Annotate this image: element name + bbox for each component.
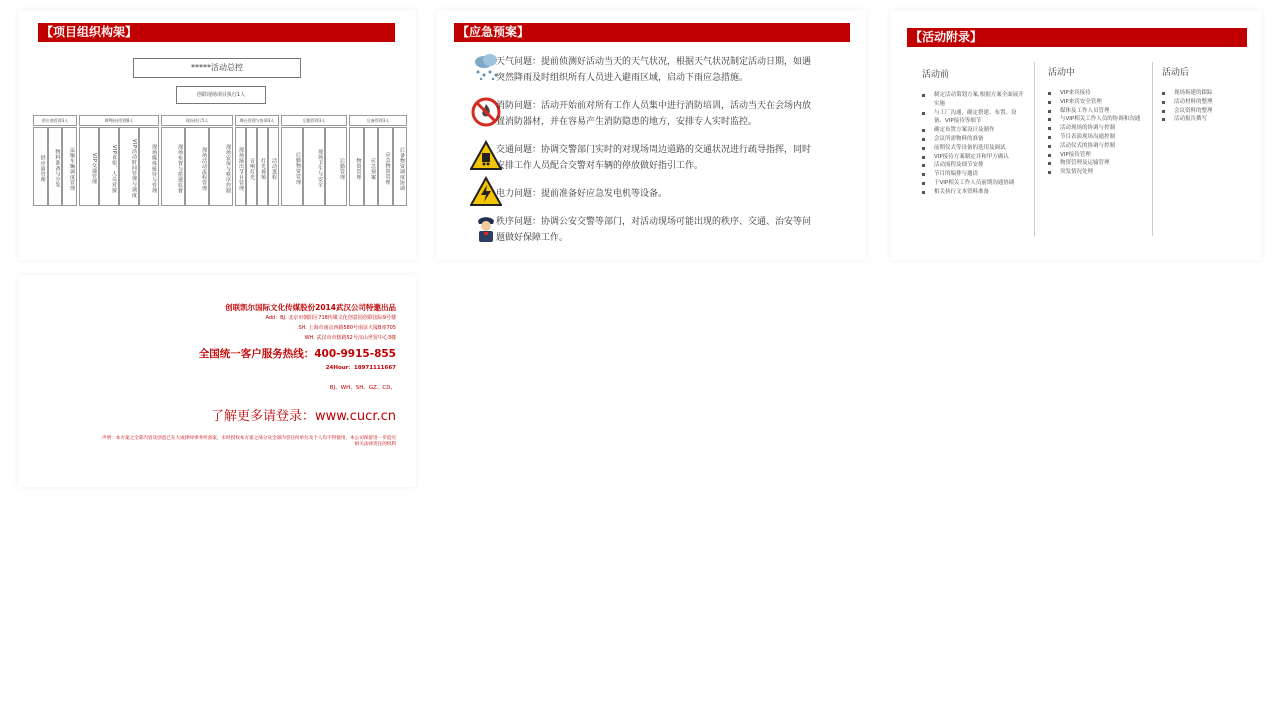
appendix-list-item: VIP接待管理	[1048, 151, 1152, 160]
appendix-list-item: 节目表演现场沟通控制	[1048, 133, 1152, 142]
appendix-title-during: 活动中	[1048, 68, 1076, 78]
org-role-column: 现场卫生与安全	[303, 127, 325, 206]
org-group-label: 后勤管理3人	[281, 115, 347, 126]
appendix-list-item: 于VIP相关工作人员前期沟通协调	[922, 179, 1026, 188]
org-group-label: 供应商管理3人	[33, 115, 77, 126]
address-wuhan: WH. 武汉市市辖路52号汉山世贸中心3楼	[304, 335, 396, 341]
appendix-list-item: 媒体及工作人员管理	[1048, 107, 1152, 116]
org-role-column: 运输车辆调度管理	[62, 127, 77, 206]
org-chart-slide	[18, 10, 416, 260]
appendix-list-before	[922, 91, 1026, 197]
org-role-column: 应急物资管理	[378, 127, 393, 206]
appendix-list-item: 活动流程及细节安排	[922, 161, 1026, 170]
appendix-list-item: 活动材料的整理	[1162, 98, 1252, 107]
appendix-list-item: 现场拆建的跟踪	[1162, 89, 1252, 98]
emergency-header: 【应急预案】	[454, 23, 850, 42]
org-role-column: 应急预案	[364, 127, 379, 206]
org-role-column: 现场演出节目管理	[235, 127, 246, 206]
city-list: BJ、WH、SH、GZ、CD、	[329, 385, 396, 391]
org-role-column: 物料准备与分发	[48, 127, 63, 206]
appendix-title-after: 活动后	[1162, 68, 1190, 78]
appendix-list-item: 制定活动策划方案,根据方案全面展开实施	[922, 91, 1026, 109]
emergency-item-weather: 天气问题：提前侦测好活动当天的天气状况，根据天气状况制定活动日期，如遇突然降雨及时组织所有人员进入避雨区域，启动下雨应急措施。	[496, 57, 812, 83]
org-group-label: 现场执行5人	[161, 115, 233, 126]
hotline: 全国统一客户服务热线：400-9915-855	[198, 348, 396, 360]
appendix-list-item: 会议资料的整理	[1162, 107, 1252, 116]
appendix-header: 【活动附录】	[907, 28, 1247, 47]
appendix-list-item: VIP来宾接待	[1048, 89, 1152, 98]
appendix-list-item: 前期仪式等设备的选用及调试	[922, 144, 1026, 153]
website-link[interactable]: 了解更多请登录：www.cucr.cn	[210, 409, 396, 424]
appendix-list-during	[1048, 89, 1152, 177]
org-role-column: 活动进程	[268, 127, 279, 206]
appendix-divider-2	[1152, 62, 1153, 236]
emergency-slide	[436, 10, 866, 260]
appendix-list-item: 会议所需物料的准备	[922, 135, 1026, 144]
appendix-list-item: 物资管理及运输管理	[1048, 159, 1152, 168]
org-role-column: 后备物资调度协调	[393, 127, 408, 206]
appendix-divider-1	[1034, 62, 1035, 236]
org-group-label: 后备管理3人	[349, 115, 407, 126]
hotline-24hour: 24Hour：18971111667	[325, 365, 396, 371]
org-role-column: 灯光视频	[257, 127, 268, 206]
appendix-slide	[890, 10, 1262, 260]
appendix-list-item: 活动仪式的协调与控制	[1048, 142, 1152, 151]
org-role-column: VIP活动时间管理与调度	[119, 127, 139, 206]
disclaimer: 声明：本方案之全部内容及创意已在大成律师事务所备案，未经授权本方案之部分及全部内容任何单位及个人均不得使用，本公司保留进一步追究相关法律责任的权利	[101, 436, 396, 447]
appendix-list-item: 节目的编排与邀请	[922, 170, 1026, 179]
appendix-list-item: 突发情况处理	[1048, 168, 1152, 177]
org-group-label: VIP接待管理8人	[79, 115, 159, 126]
org-role-column: 供应商管理	[33, 127, 48, 206]
org-chart-header: 【项目组织构架】	[38, 23, 395, 42]
org-role-column: 现场布置与搭建监督	[161, 127, 185, 206]
appendix-list-after	[1162, 89, 1252, 124]
appendix-title-before: 活动前	[922, 70, 950, 80]
org-role-column: VIP食宿、人员对接	[99, 127, 119, 206]
org-role-column: 后勤管理	[325, 127, 347, 206]
appendix-list-item: 确定布置方案设计及制作	[922, 126, 1026, 135]
org-second-box: 创联现场项目执行1人	[176, 86, 266, 104]
contact-slide	[18, 275, 416, 487]
org-role-column: 后勤物资管理	[281, 127, 303, 206]
address-shanghai: SH. 上海市南京西路580号南证大厦B座705	[298, 325, 396, 331]
emergency-item-order: 秩序问题：协调公安交警等部门，对活动现场可能出现的秩序、交通、治安等问题做好保障工作。	[496, 217, 812, 243]
appendix-list-item: 相关执行文本资料准备	[922, 188, 1026, 197]
appendix-list-item: VIP来宾安全管理	[1048, 98, 1152, 107]
org-role-column: 音响灯光	[246, 127, 257, 206]
emergency-item-fire: 消防问题：活动开始前对所有工作人员集中进行消防培训，活动当天在会场内放置消防器材，并在容易产生消防隐患的地方，安排专人实时监控。	[496, 101, 812, 127]
org-group-label: 舞台管理与协调3人	[235, 115, 279, 126]
company-credit: 创联凯尔国际文化传媒股份2014武汉公司特邀出品	[225, 303, 396, 312]
org-top-box: *****活动总控	[133, 58, 301, 78]
emergency-item-traffic: 交通问题：协调交警部门实时的对现场周边道路的交通状况进行疏导指挥，同时安排工作人员配合交警对车辆的停放做好指引工作。	[496, 145, 812, 171]
org-role-column: 现场安保与秩序控制	[209, 127, 233, 206]
address-beijing: Add：BJ. 北京市朝阳区718传媒文化创意园创联国际9号楼	[265, 315, 396, 321]
org-role-column: 物资管理	[349, 127, 364, 206]
org-role-column: VIP交通管理	[79, 127, 99, 206]
org-role-column: 现场活动流程管理	[185, 127, 209, 206]
appendix-list-item: VIP接待方案制定并和甲方确认	[922, 153, 1026, 162]
appendix-list-item: 活动报告撰写	[1162, 115, 1252, 124]
emergency-item-power: 电力问题：提前准备好应急发电机等设备。	[496, 189, 668, 199]
org-role-column: 现场媒体接待与管理	[139, 127, 159, 206]
appendix-list-item: 活动现场的协调与控制	[1048, 124, 1152, 133]
appendix-list-item: 与VIP相关工作人员的协调和沟通	[1048, 115, 1152, 124]
appendix-list-item: 与工厂沟通，确定搭建、布置、设备、VIP接待等细节	[922, 109, 1026, 127]
